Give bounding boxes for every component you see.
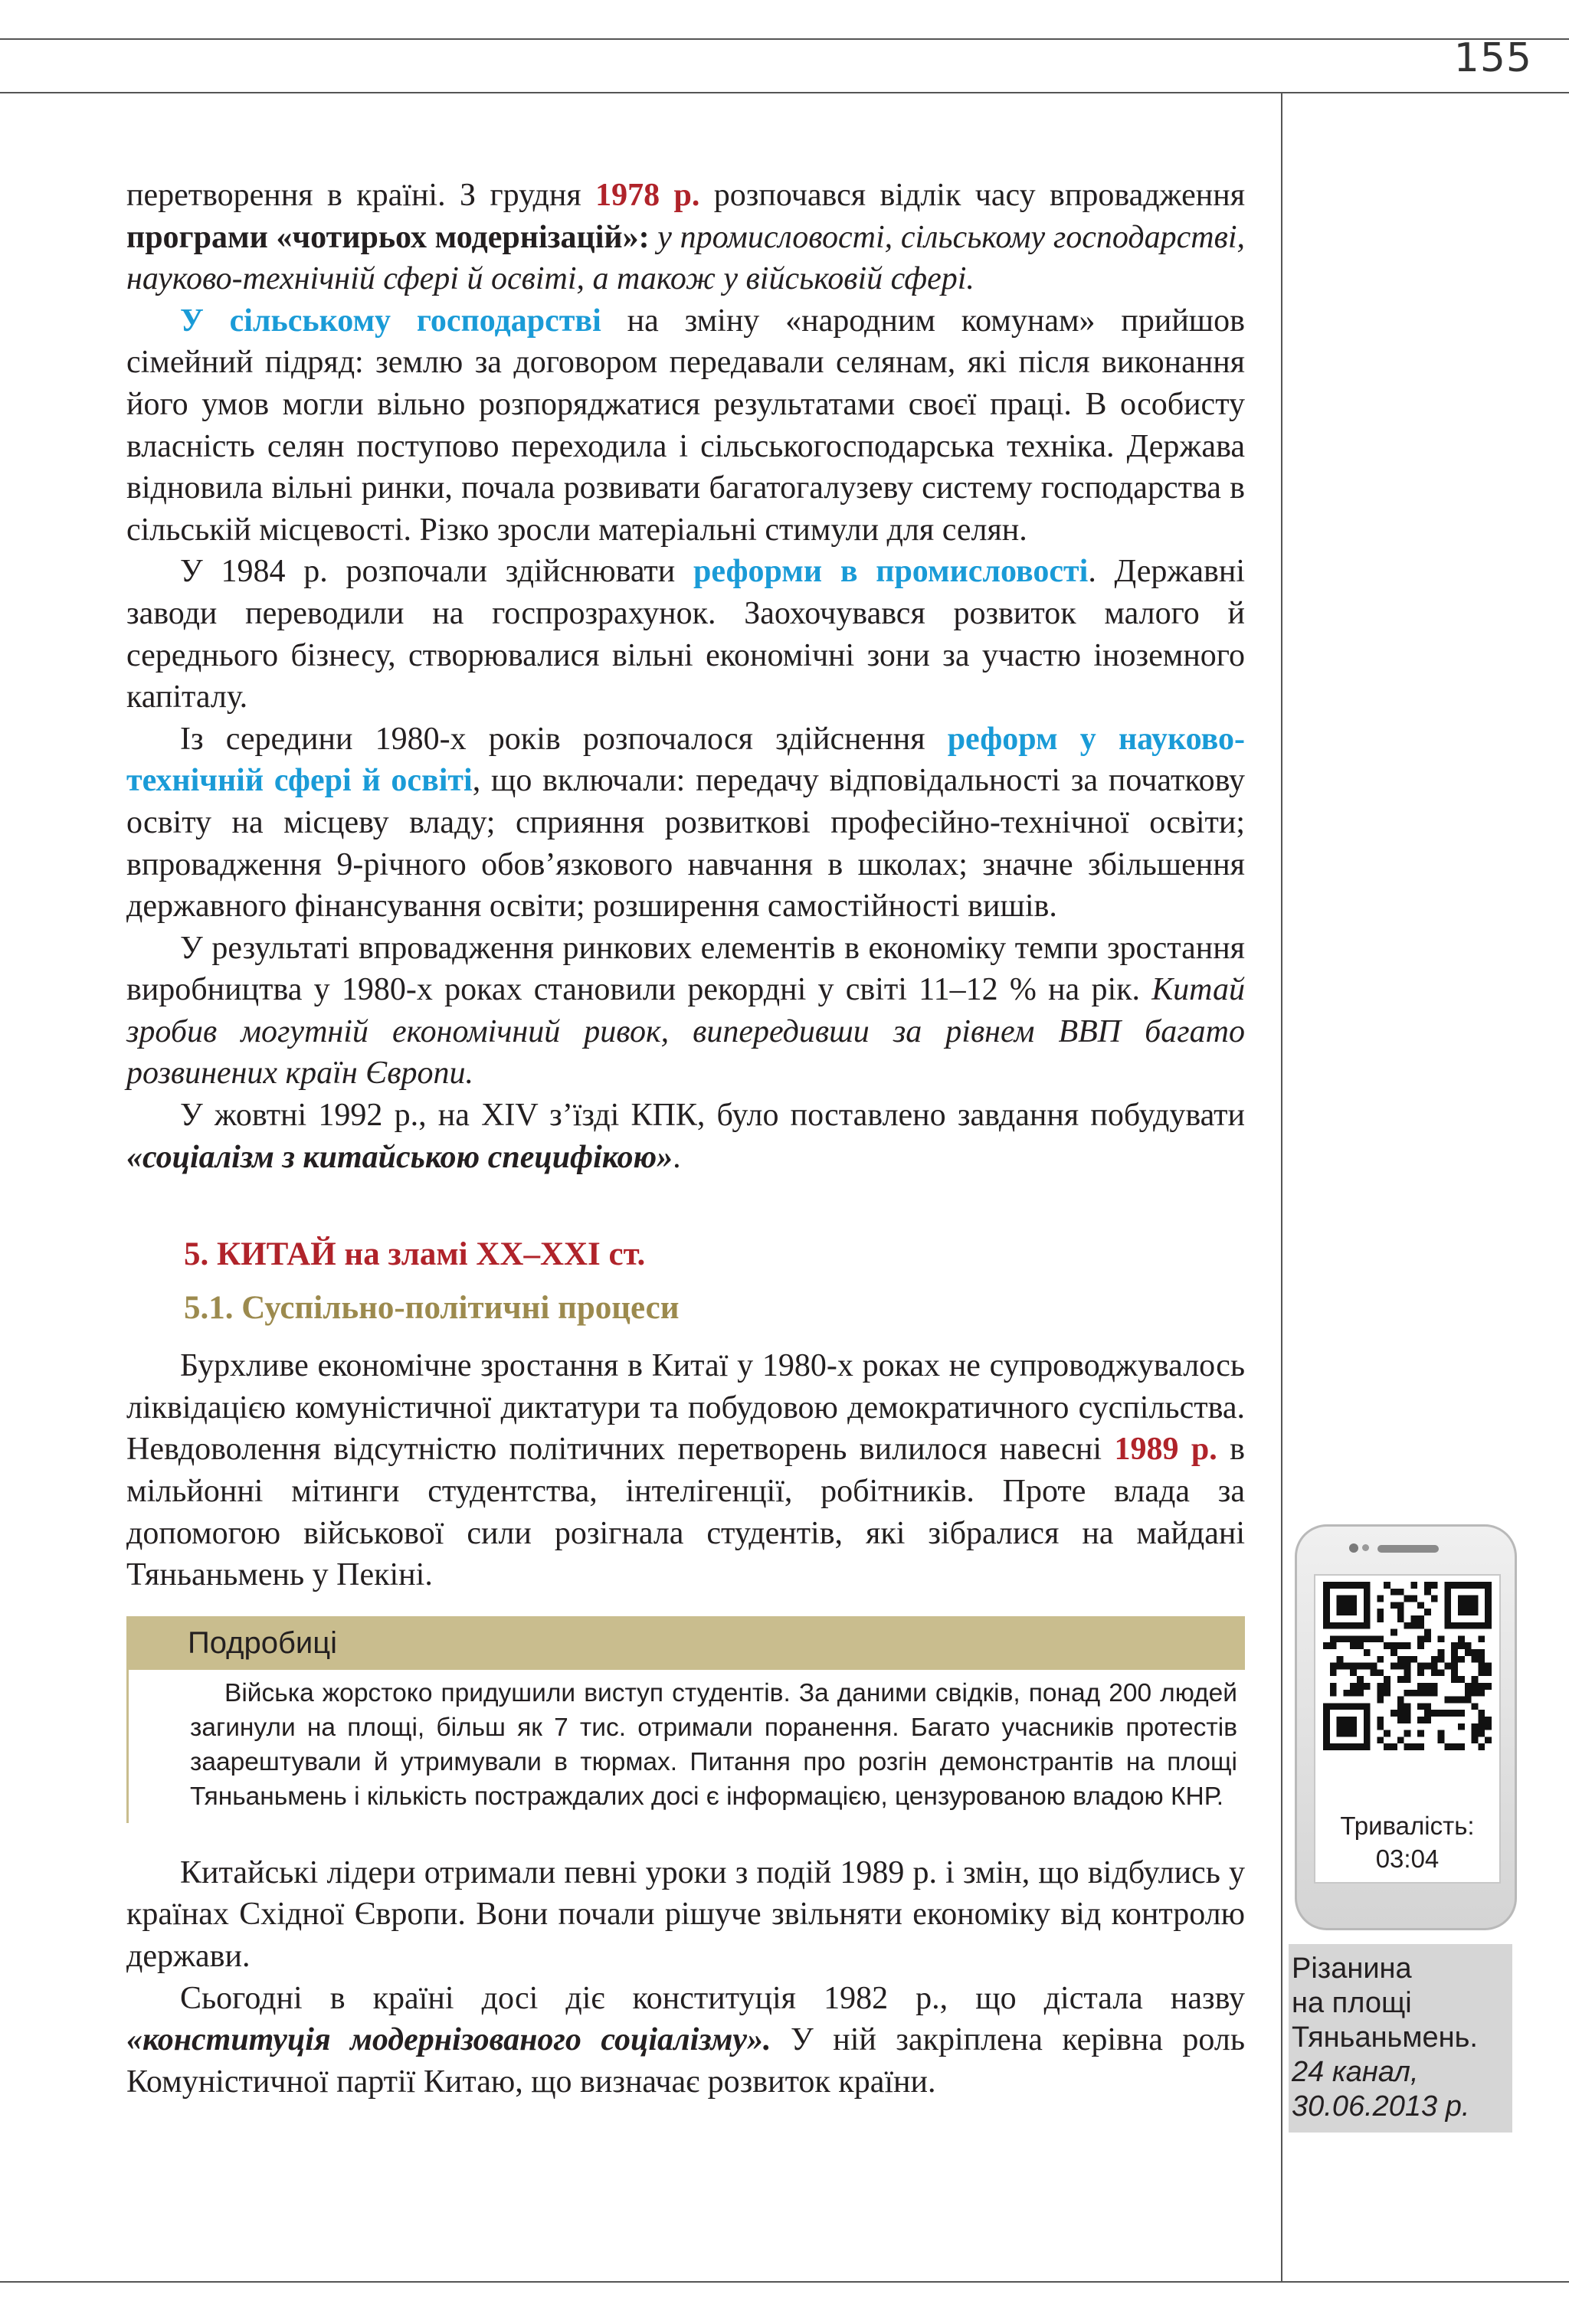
qr-code-icon[interactable] [1323,1582,1492,1750]
details-body [126,1670,1245,1823]
speaker-icon [1377,1545,1439,1553]
details-heading: Подробиці [126,1616,1245,1670]
paragraph: Сьогодні в країні досі діє конституція 1982 р., що дістала назву «конституція модернізованого соціалізму». У ній закріплена керівна роль Комуністичної партії Китаю, що визначає розвиток країни. [126,1980,1245,2100]
date-highlight: 1989 р. [1114,1432,1217,1468]
term-highlight: У сільському господарстві [180,303,601,339]
date-highlight: 1978 р. [595,178,700,213]
caption-source: 24 канал, [1292,2056,1419,2088]
camera-icon [1349,1543,1358,1553]
paragraph: У результаті впровадження ринкових елементів в економіку темпи зростання виробництва у 1980-х роках становили рекордні у світі 11–12 % на рік. Китай зробив могутній економічний ривок, випередивши за рівнем ВВП багато розвинених країн Європи. [126,930,1245,1092]
header-rule [0,92,1569,93]
term-highlight: реформ у науково-технічній сфері й освіті [126,721,1245,799]
phone-screen [1314,1574,1501,1884]
paragraph: У 1984 р. розпочали здійснювати реформи в промисловості. Державні заводи переводили на госпрозрахунок. Заохочувався розвиток малого й середнього бізнесу, створювалися вільні економічні зони за участю іноземного капіталу. [126,554,1245,715]
duration-value: 03:04 [1375,1844,1440,1873]
paragraph: Із середини 1980-х років розпочалося здійснення реформ у науково-технічній сфері й освіті, що включали: передачу відповідальності за початкову освіту на місцеву владу; сприяння розвиткові професійно-технічної освіти; впровадження 9-річного обов’язкового навчання в школах; значне збільшення державного фінансування освіти; розширення самостійності вишів. [126,721,1245,925]
paragraph: Китайські лідери отримали певні уроки з подій 1989 р. і змін, що відбулись у країнах Східної Європи. Вони почали рішуче звільняти економіку від контролю держави. [126,1854,1245,1974]
section-title: 5. КИТАЙ на зламі XX–XXI ст. [184,1236,646,1273]
paragraph: У жовтні 1992 р., на XIV з’їзді КПК, було поставлено завдання побудувати «соціалізм з китайською специфікою». [126,1098,1245,1175]
top-rule [0,38,1569,40]
term-bold-italic: «конституція модернізованого соціалізму». [126,2022,771,2058]
main-text [126,175,1245,2103]
paragraph: У сільському господарстві на зміну «народним комунам» прийшов сімейний підряд: землю за договором передавали селянам, які після виконання його умов могли вільно розпоряджатися результатами своєї праці. В особисту власність селян поступово переходила і сільськогосподарська техніка. Держава відновила вільні ринки, почала розвивати багатогалузеву систему господарства в сільській місцевості. Різко зросли матеріальні стимули для селян. [126,303,1245,548]
caption-date: 30.06.2013 р. [1292,2090,1470,2123]
duration-label: Тривалість: [1340,1812,1475,1840]
details-box [126,1616,1245,1823]
paragraph: Бурхливе економічне зростання в Китаї у 1980-х роках не супроводжувалось ліквідацією комуністичної диктатури та побудовою демократичного суспільства. Невдоволення відсутністю політичних перетворень вилилося навесні 1989 р. в мільйонні мітинги студентства, інтелігенції, робітників. Проте влада за допомогою військової сили розігнала студентів, які зібралися на майдані Тяньаньмень у Пекіні. [126,1348,1245,1593]
page-number: 155 [1453,35,1532,81]
term-bold: програми «чотирьох модернізацій»: [126,219,650,255]
sidebar-divider [1281,92,1282,2281]
term-highlight: реформи в промисловості [693,554,1089,590]
video-caption: Різанина на площі Тяньаньмень. 24 канал, 30.06.2013 р. [1289,1944,1512,2133]
phone-frame [1295,1524,1517,1930]
sensor-icon [1362,1544,1369,1551]
video-duration [1315,1809,1499,1875]
term-bold-italic: «соціалізм з китайською специфікою» [126,1139,673,1175]
subsection-title: 5.1. Суспільно-політичні процеси [184,1290,680,1327]
bottom-rule [0,2281,1569,2283]
details-text: Війська жорстоко придушили виступ студентів. За даними свідків, понад 200 людей загинули на площі, більш як 7 тис. отримали поранення. Багато учасників протестів заарештували й утримували в тюрмах. Питання про розгін демонстрантів на площі Тяньаньмень і кількість постраждалих досі є інформацією, цензурованою владою КНР. [190,1678,1237,1811]
paragraph: перетворення в країні. З грудня 1978 р. розпочався відлік часу впровадження програми «чотирьох модернізацій»: у промисловості, сільському господарстві, науково-технічній сфері й освіті, а також у військовій сфері. [126,178,1246,297]
